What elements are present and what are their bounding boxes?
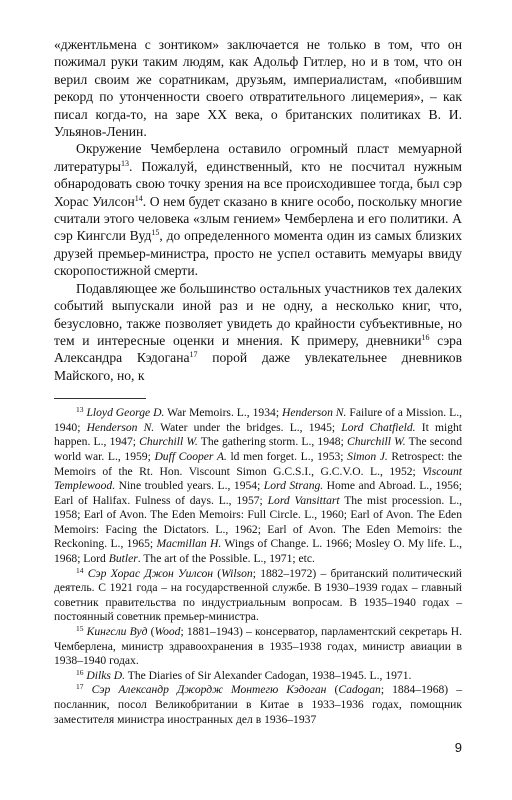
footnote-text: ( — [213, 566, 222, 580]
footnote-divider — [54, 398, 146, 399]
footnote-ref-14[interactable]: 14 — [134, 193, 143, 203]
author-name: Lord Strang. — [263, 479, 324, 493]
footnote-text: Nine troubled years. L., 1954; — [115, 479, 264, 493]
paragraph-3-text-c: порой даже увлекательнее дневников Майского, но, к — [54, 350, 463, 383]
footnote-14 — [54, 567, 462, 625]
person-name-latin: Wilson — [221, 566, 253, 580]
footnote-text: ; 1881–1943) – консерватор, парламентский секретарь Н. Чемберлена, министр здравоохранения в 1935–1938 годах, министр авиации в 1938–1940 годах. — [54, 625, 462, 668]
footnote-15 — [54, 625, 462, 669]
footnote-ref-13[interactable]: 13 — [121, 158, 129, 168]
footnote-number: 17 — [76, 682, 84, 692]
author-name: Henderson N. — [86, 420, 155, 434]
footnote-16 — [54, 669, 462, 684]
paragraph-2-text-d: , до определенного момента один из самых близких друзей премьер-министра, просто не успел оставить мемуары ввиду скоропостижной смерти. — [54, 228, 462, 279]
author-name: Lord Chatfield. — [341, 420, 416, 434]
author-name: Viscount Templewood. — [54, 464, 462, 493]
person-name: Кингсли Вуд — [86, 625, 148, 639]
footnote-text: . The art of the Possible. L., 1971; etc. — [137, 552, 315, 566]
footnote-ref-15[interactable]: 15 — [151, 228, 160, 238]
author-name: Lloyd George D. — [86, 406, 165, 420]
footnote-number: 13 — [76, 405, 84, 415]
author-name: Churchill W. — [139, 435, 198, 449]
footnote-ref-17[interactable]: 17 — [189, 350, 198, 360]
paragraph-2-text-c: . О нем будет сказано в книге особо, поскольку многие считали этого человека «злым гением» Чемберлена и его политики. А сэр Кингсли Вуд — [54, 193, 462, 244]
footnote-text: War Memoirs. L., 1934; — [164, 406, 282, 420]
footnote-number: 14 — [76, 565, 84, 575]
paragraph-3-text-b: сэра Александра Кэдогана — [54, 332, 462, 366]
paragraph-2-text-a: Окружение Чемберлена оставило огромный пласт мемуарной литературы — [54, 141, 462, 174]
paragraph-1: «джентльмена с зонтиком» заключается не только в том, что он пожимал руки таким людям, как Адольф Гитлер, но и в том, что он верил своим же соратникам, друзьям, империалистам, «побившим рекорд по утонченности своего отвратительного лицемерия», – как писал когда-то, на заре XX века, о британских политиках В. И. Ульянов-Ленин. — [54, 37, 462, 140]
footnote-text: The Diaries of Sir Alexander Cadogan, 1938–1945. L., 1971. — [125, 668, 412, 682]
footnote-text: The second world war. L., 1959; — [54, 435, 462, 463]
footnote-number: 16 — [76, 667, 84, 677]
author-name: Macmillan H. — [156, 537, 222, 551]
paragraph-3-text-a: Подавляющее же большинство остальных участников тех далеких событий выпускали иной раз и не одну, а несколько книг, что, безусловно, также позволяет увидеть до крайности субъективные, но тем и интересные оценки и мнения. К примеру, дневники — [54, 280, 462, 348]
author-name: Churchill W. — [346, 435, 406, 449]
author-name: Simon J. — [347, 449, 388, 463]
page-number: 9 — [454, 740, 462, 755]
footnote-text: It might happen. L., 1947; — [54, 420, 463, 449]
author-name: Butler — [108, 552, 138, 566]
author-name: Henderson N. — [281, 406, 347, 420]
paragraph-3 — [54, 280, 462, 384]
footnote-text: Water under the bridges. L., 1945; — [154, 420, 342, 434]
footnote-text: ; 1884–1968) – посланник, посол Великобритании в Китае в 1933–1936 годах, помощник заместителя министра иностранных дел в 1936–1937 — [54, 683, 463, 726]
footnote-text: Retrospect: the Memoirs of the Rt. Hon. Viscount Simon G.C.S.I., G.C.V.O. L., 1952; — [54, 449, 463, 478]
footnotes — [54, 406, 462, 727]
footnote-ref-16[interactable]: 16 — [421, 332, 430, 342]
person-name-latin: Cadogan — [338, 683, 381, 697]
author-name: Duff Cooper A. — [154, 449, 227, 463]
main-text — [54, 36, 462, 384]
footnote-text: ( — [326, 683, 339, 697]
person-name: Сэр Александр Джордж Монтегю Кэдоган — [91, 683, 327, 697]
footnote-text: Home and Abroad. L., 1956; Earl of Halifax. Fulness of days. L., 1957; — [54, 479, 462, 507]
paragraph-2 — [54, 140, 462, 279]
footnote-13 — [54, 406, 462, 567]
author-name: Dilks D. — [86, 668, 126, 682]
footnote-text: Failure of a Mission. L., 1940; — [54, 406, 462, 434]
person-name-latin: Wood — [154, 625, 181, 639]
paragraph-2-text-b: . Пожалуй, единственный, кто не посчитал нужным обнародовать свою точку зрения на все происходившее тогда, был сэр Хорас Уилсон — [54, 158, 462, 209]
footnote-text: ( — [147, 625, 155, 639]
person-name: Сэр Хорас Джон Уилсон — [87, 566, 214, 580]
footnote-text: ld men forget. L., 1953; — [226, 449, 348, 463]
footnote-text: ; 1882–1972) – британский политический деятель. С 1921 года – на государственной службе. В 1930–1939 годах – главный советник правительства по индустриальным вопросам. В 1935–1940 годах – постоянный советник премьер-министра. — [54, 566, 462, 624]
footnote-number: 15 — [76, 624, 84, 634]
footnote-text: The mist procession. L., 1958; Earl of Avon. The Eden Memoirs: Full Circle. L., 1960; Earl of Avon. The Eden Memoirs: Facing the Dictators. L., 1962; Earl of Avon. The Eden Memoirs: the Reckoning. L., 1965; — [54, 493, 462, 551]
footnote-text: Wings of Change. L. 1966; Mosley O. My life. L., 1968; Lord — [54, 537, 462, 566]
author-name: Lord Vansittart — [267, 493, 340, 507]
footnote-17 — [54, 683, 462, 727]
footnote-text: The gathering storm. L., 1948; — [197, 435, 347, 449]
